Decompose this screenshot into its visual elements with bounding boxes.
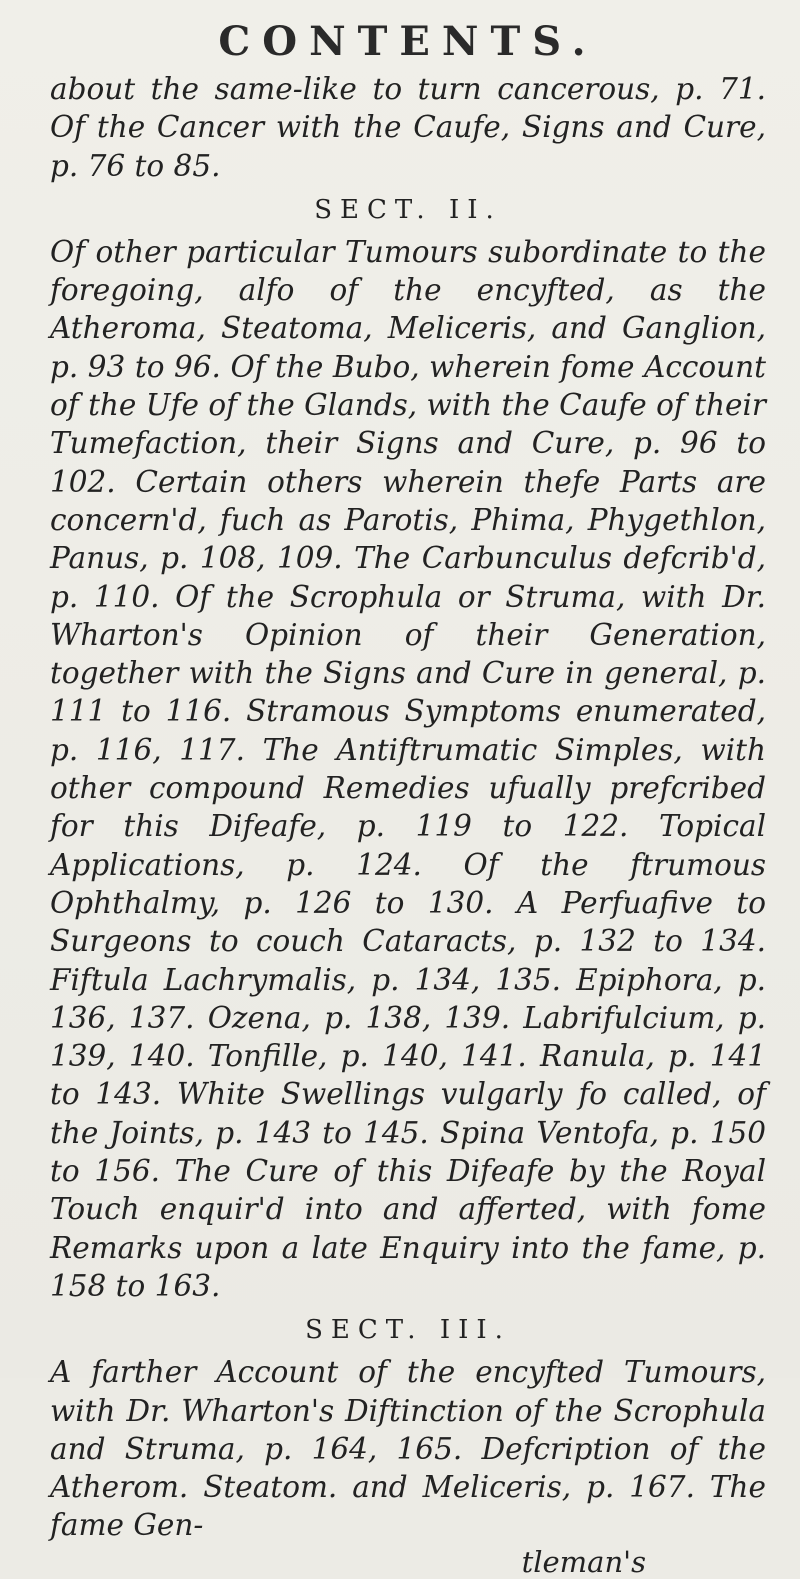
section-heading-2: SECT. II. <box>314 194 502 225</box>
section-heading-3: SECT. III. <box>305 1315 511 1346</box>
section-body-3: A farther Account of the encyfted Tumours, with Dr. Wharton's Diftinction of the Scrophula and Struma, p. 164, 165. Defcription of the Atherom. Steatom. and Meliceris, p. 167. The fame Gen- <box>50 1355 766 1543</box>
catchword: tleman's <box>521 1544 646 1579</box>
intro-paragraph: about the same-like to turn cancerous, p. 71. Of the Cancer with the Caufe, Signs and Cure, p. 76 to 85. <box>50 72 766 183</box>
section-body-2: Of other particular Tumours subordinate to the foregoing, alfo of the encyfted, as the Atheroma, Steatoma, Meliceris, and Ganglion, p. 93 to 96. Of the Bubo, wherein fome Account of the Ufe of the Glands, with the Caufe of their Tumefaction, their Signs and Cure, p. 96 to 102. Certain others wherein thefe Parts are concern'd, fuch as Parotis, Phima, Phygethlon, Panus, p. 108, 109. The Carbunculus defcrib'd, p. 110. Of the Scrophula or Struma, with Dr. Wharton's Opinion of their Generation, together with the Signs and Cure in general, p. 111 to 116. Stramous Symptoms enumerated, p. 116, 117. The Antiftrumatic Simples, with other compound Remedies ufually prefcribed for this Difeafe, p. 119 to 122. Topical Applications, p. 124. Of the ftrumous Ophthalmy, p. 126 to 130. A Perfuafive to Surgeons to couch Cataracts, p. 132 to 134. Fiftula Lachrymalis, p. 134, 135. Epiphora, p. 136, 137. Ozena, p. 138, 139. Labrifulcium, p. 139, 140. Tonfille, p. 140, 141. Ranula, p. 141 to 143. White Swellings vulgarly fo called, of the Joints, p. 143 to 145. Spina Ventofa, p. 150 to 156. The Cure of this Difeafe by the Royal Touch enquir'd into and afferted, with fome Remarks upon a late Enquiry into the fame, p. 158 to 163. <box>50 234 766 1303</box>
running-head: CONTENTS. <box>218 18 598 65</box>
